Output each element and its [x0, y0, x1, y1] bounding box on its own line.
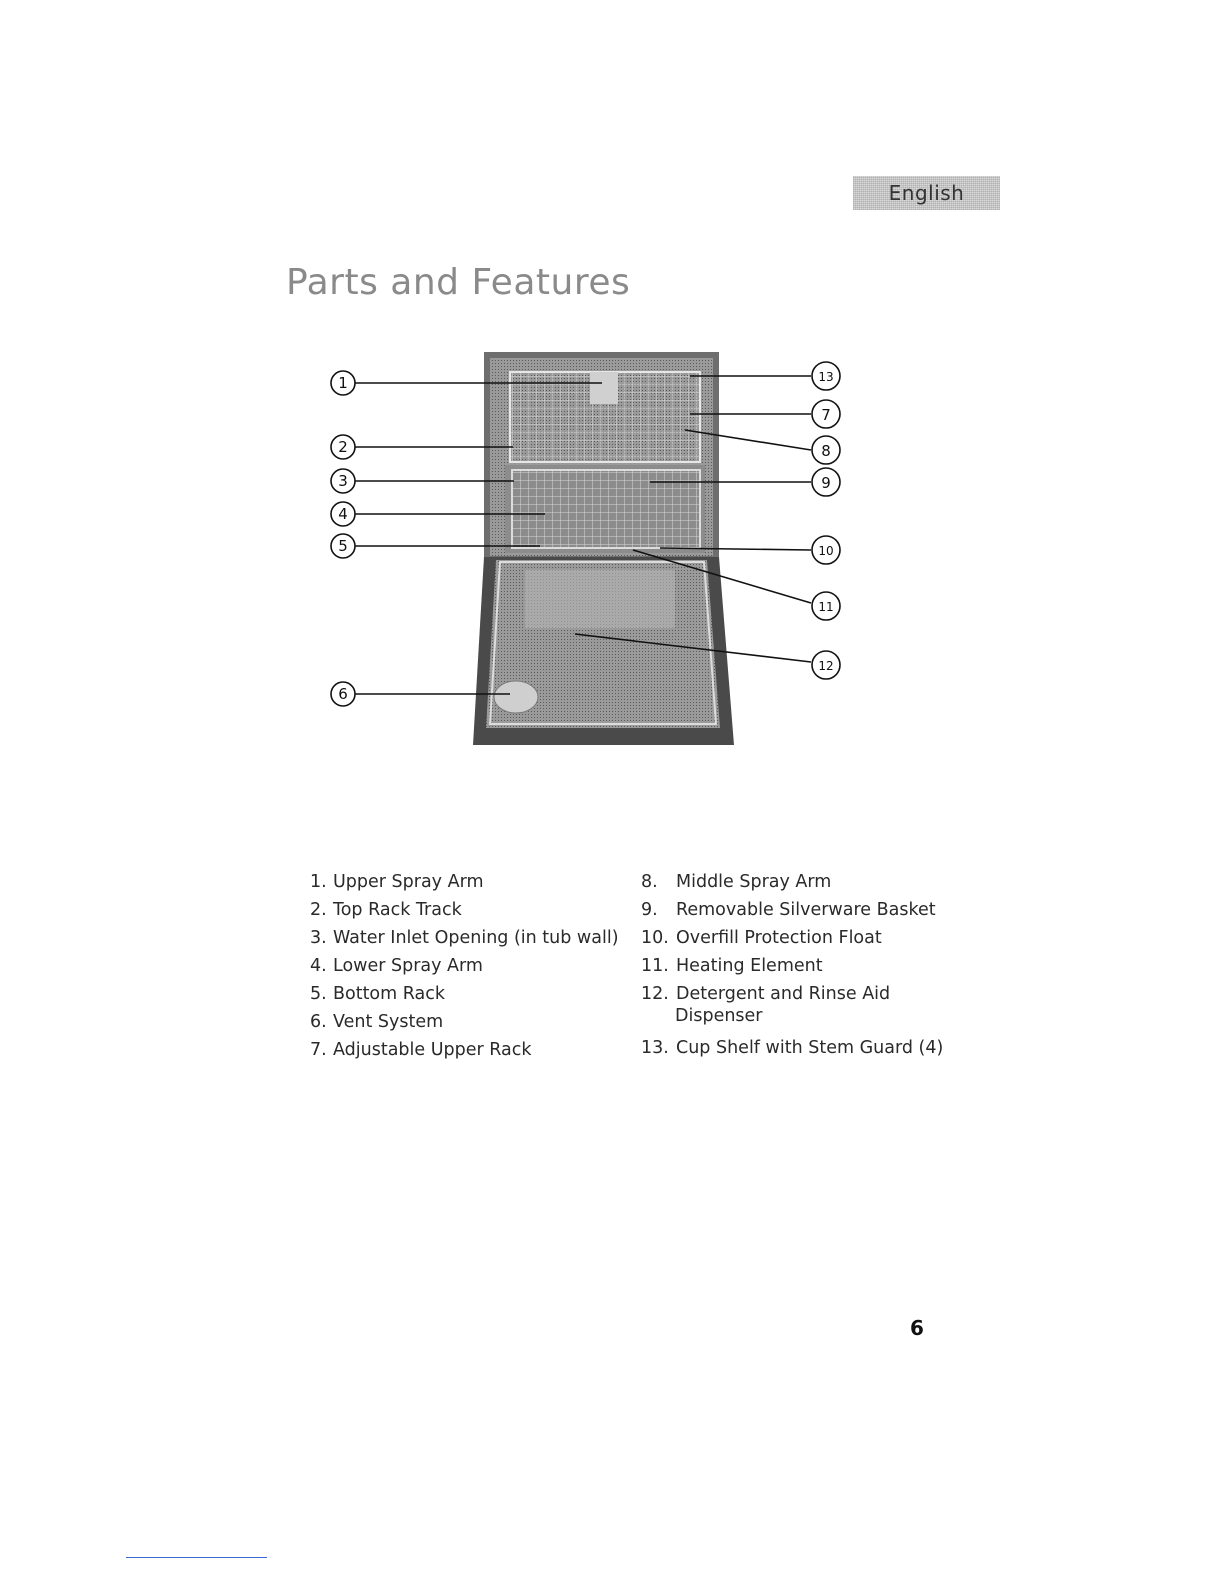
item-number: 11.	[641, 956, 669, 976]
svg-text:4: 4	[338, 505, 348, 523]
item-label: Removable Silverware Basket	[676, 900, 936, 920]
item-label: Adjustable Upper Rack	[333, 1040, 532, 1060]
svg-text:6: 6	[338, 685, 348, 703]
item-number: 8.	[641, 872, 658, 892]
svg-text:12: 12	[818, 659, 834, 673]
list-item	[641, 980, 943, 1026]
item-label-continuation: Dispenser	[675, 1006, 763, 1026]
callout-7	[812, 400, 840, 428]
list-item	[310, 868, 619, 896]
list-item	[310, 1008, 619, 1036]
svg-text:7: 7	[821, 406, 831, 424]
list-item	[310, 896, 619, 924]
callout-1	[331, 371, 355, 395]
svg-text:11: 11	[818, 600, 834, 614]
svg-text:13: 13	[818, 370, 834, 384]
callout-10	[812, 536, 840, 564]
item-number: 9.	[641, 900, 658, 920]
callout-2	[331, 435, 355, 459]
callout-12	[812, 651, 840, 679]
item-number: 1.	[310, 872, 327, 892]
callout-4	[331, 502, 355, 526]
language-tab: English	[853, 176, 1000, 210]
callout-11	[812, 592, 840, 620]
item-label: Cup Shelf with Stem Guard (4)	[676, 1038, 944, 1058]
item-number: 4.	[310, 956, 327, 976]
list-item	[310, 1036, 619, 1064]
item-number: 3.	[310, 928, 327, 948]
svg-text:3: 3	[338, 472, 348, 490]
item-label: Top Rack Track	[333, 900, 462, 920]
item-label: Vent System	[333, 1012, 444, 1032]
callout-9	[812, 468, 840, 496]
callout-13	[812, 362, 840, 390]
callout-8	[812, 436, 840, 464]
list-item	[641, 896, 943, 924]
item-label: Water Inlet Opening (in tub wall)	[333, 928, 619, 948]
list-item	[310, 924, 619, 952]
list-item	[310, 980, 619, 1008]
item-number: 2.	[310, 900, 327, 920]
item-number: 13.	[641, 1038, 669, 1058]
item-label: Overfill Protection Float	[676, 928, 882, 948]
item-number: 10.	[641, 928, 669, 948]
svg-text:8: 8	[821, 442, 831, 460]
item-number: 5.	[310, 984, 327, 1004]
callout-6	[331, 682, 355, 706]
list-item	[641, 1034, 943, 1062]
item-label: Heating Element	[676, 956, 823, 976]
svg-text:2: 2	[338, 438, 348, 456]
callout-3	[331, 469, 355, 493]
svg-text:10: 10	[818, 544, 834, 558]
svg-text:1: 1	[338, 374, 348, 392]
list-item	[641, 952, 943, 980]
parts-list-left	[310, 868, 619, 1064]
list-item	[641, 868, 943, 896]
item-number: 6.	[310, 1012, 327, 1032]
parts-list-right	[641, 868, 943, 1062]
item-label: Detergent and Rinse Aid	[676, 984, 891, 1004]
page-title: Parts and Features	[286, 262, 631, 303]
list-item	[310, 952, 619, 980]
svg-text:5: 5	[338, 537, 348, 555]
link-underline[interactable]	[126, 1557, 267, 1558]
item-label: Upper Spray Arm	[333, 872, 484, 892]
item-label: Lower Spray Arm	[333, 956, 483, 976]
list-item	[641, 924, 943, 952]
svg-text:9: 9	[821, 474, 831, 492]
item-number: 12.	[641, 984, 669, 1004]
page-number: 6	[910, 1316, 924, 1340]
callout-5	[331, 534, 355, 558]
item-label: Bottom Rack	[333, 984, 446, 1004]
item-number: 7.	[310, 1040, 327, 1060]
item-label: Middle Spray Arm	[676, 872, 832, 892]
